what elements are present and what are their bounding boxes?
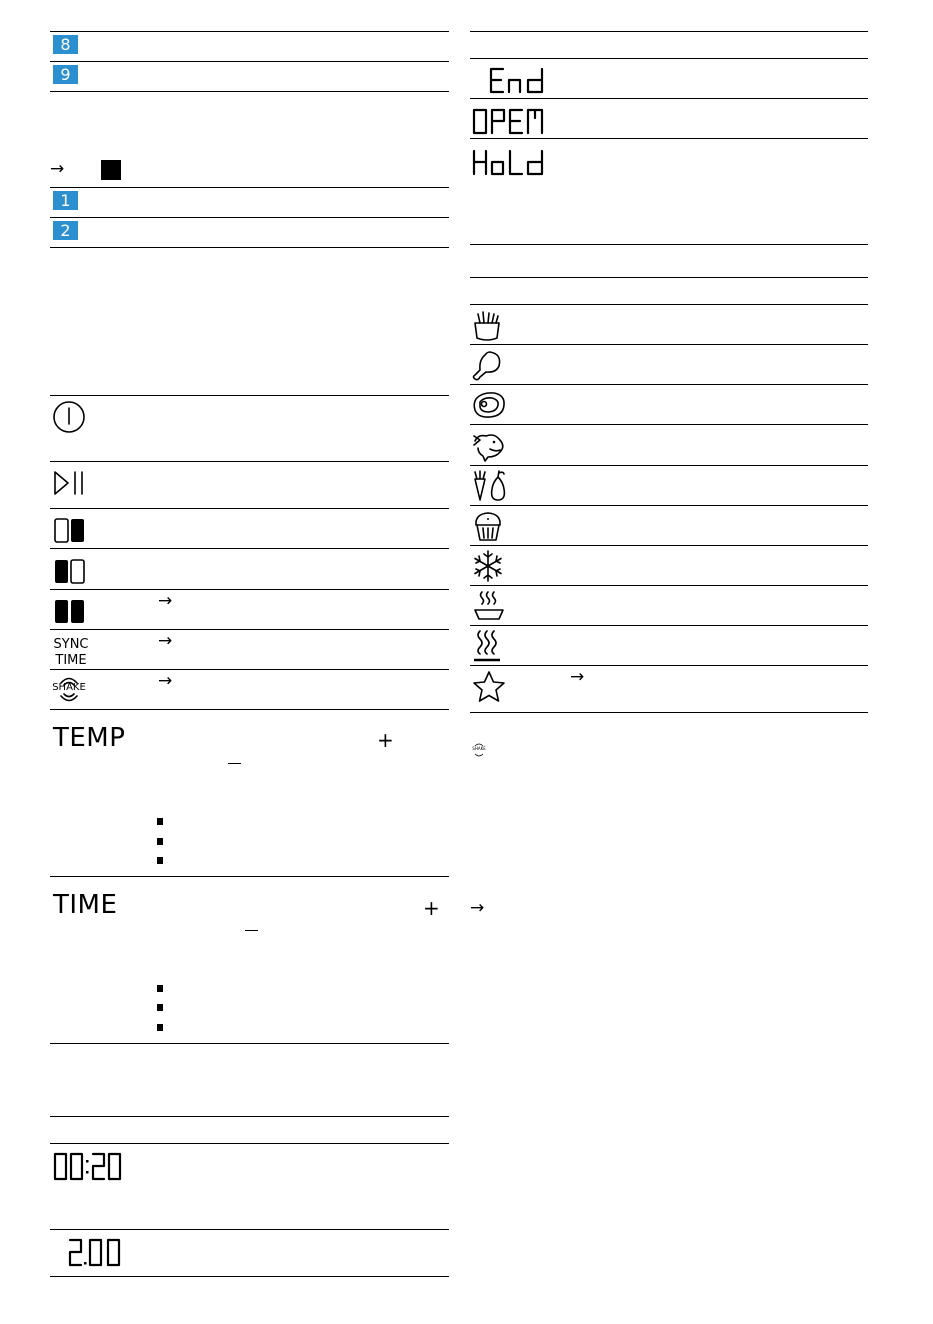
stop-square-icon (101, 160, 121, 180)
divider (50, 629, 449, 630)
arrow-icon: → (570, 667, 585, 687)
bullet (157, 985, 163, 992)
divider (50, 548, 449, 549)
bullet (157, 1024, 163, 1031)
bullet (157, 838, 163, 845)
time-button-label[interactable]: TIME (53, 890, 118, 920)
arrow-icon: → (158, 671, 173, 691)
bullet (157, 857, 163, 864)
timer-display-00-20 (53, 1152, 125, 1182)
divider (470, 138, 868, 139)
divider (470, 384, 868, 385)
minus-icon (228, 763, 241, 764)
divider (470, 712, 868, 713)
divider (50, 1143, 449, 1144)
display-hold (472, 149, 546, 177)
divider (50, 217, 449, 218)
divider (50, 1276, 449, 1277)
display-open (472, 108, 546, 136)
display-end (489, 67, 545, 95)
right-zone-button-icon[interactable] (54, 518, 86, 544)
reheat-program-icon (472, 629, 506, 663)
temp-button-label[interactable]: TEMP (53, 723, 126, 753)
fries-program-icon (472, 310, 504, 342)
divider (470, 545, 868, 546)
frozen-program-icon (472, 550, 506, 584)
divider (50, 709, 449, 710)
divider (470, 424, 868, 425)
muffin-program-icon (472, 511, 506, 543)
divider (470, 98, 868, 99)
divider (50, 876, 449, 877)
divider (50, 91, 449, 92)
sync-label[interactable]: SYNC (53, 637, 89, 652)
divider (50, 461, 449, 462)
divider (50, 187, 449, 188)
steak-program-icon (472, 390, 506, 422)
step-number-8: 8 (53, 35, 78, 54)
divider (470, 304, 868, 305)
divider (50, 61, 449, 62)
bullet (157, 1004, 163, 1011)
divider (50, 508, 449, 509)
divider (470, 465, 868, 466)
minus-icon (245, 930, 258, 931)
divider (470, 625, 868, 626)
arrow-icon: → (158, 631, 173, 651)
divider (50, 247, 449, 248)
step-number-1: 1 (53, 191, 78, 210)
favourite-program-icon (472, 670, 508, 704)
both-zones-button-icon[interactable] (54, 599, 86, 625)
arrow-icon: → (470, 898, 485, 918)
divider (50, 31, 449, 32)
play-pause-button-icon[interactable] (54, 471, 86, 497)
divider (470, 665, 868, 666)
plus-icon: + (377, 728, 394, 752)
divider (470, 244, 868, 245)
time-label[interactable]: TIME (55, 653, 87, 668)
divider (470, 585, 868, 586)
power-button-icon[interactable] (53, 401, 87, 435)
fish-program-icon (472, 430, 508, 462)
arrow-icon: → (50, 159, 65, 179)
divider (50, 1116, 449, 1117)
divider (50, 1043, 449, 1044)
step-number-9: 9 (53, 65, 78, 84)
left-zone-button-icon[interactable] (54, 559, 86, 585)
divider (470, 344, 868, 345)
divider (50, 669, 449, 670)
shake-small-label: SHAKE (472, 746, 486, 751)
step-number-2: 2 (53, 221, 78, 240)
shake-label: SHAKE (52, 682, 86, 693)
chicken-leg-program-icon (472, 350, 504, 382)
divider (470, 505, 868, 506)
divider (50, 589, 449, 590)
divider (50, 395, 449, 396)
arrow-icon: → (158, 591, 173, 611)
keep-warm-program-icon (472, 589, 506, 623)
divider (470, 58, 868, 59)
temperature-display-200 (68, 1238, 126, 1268)
divider (470, 31, 868, 32)
vegetables-program-icon (472, 469, 508, 503)
divider (470, 277, 868, 278)
bullet (157, 818, 163, 825)
divider (50, 1229, 449, 1230)
plus-icon: + (423, 896, 440, 920)
